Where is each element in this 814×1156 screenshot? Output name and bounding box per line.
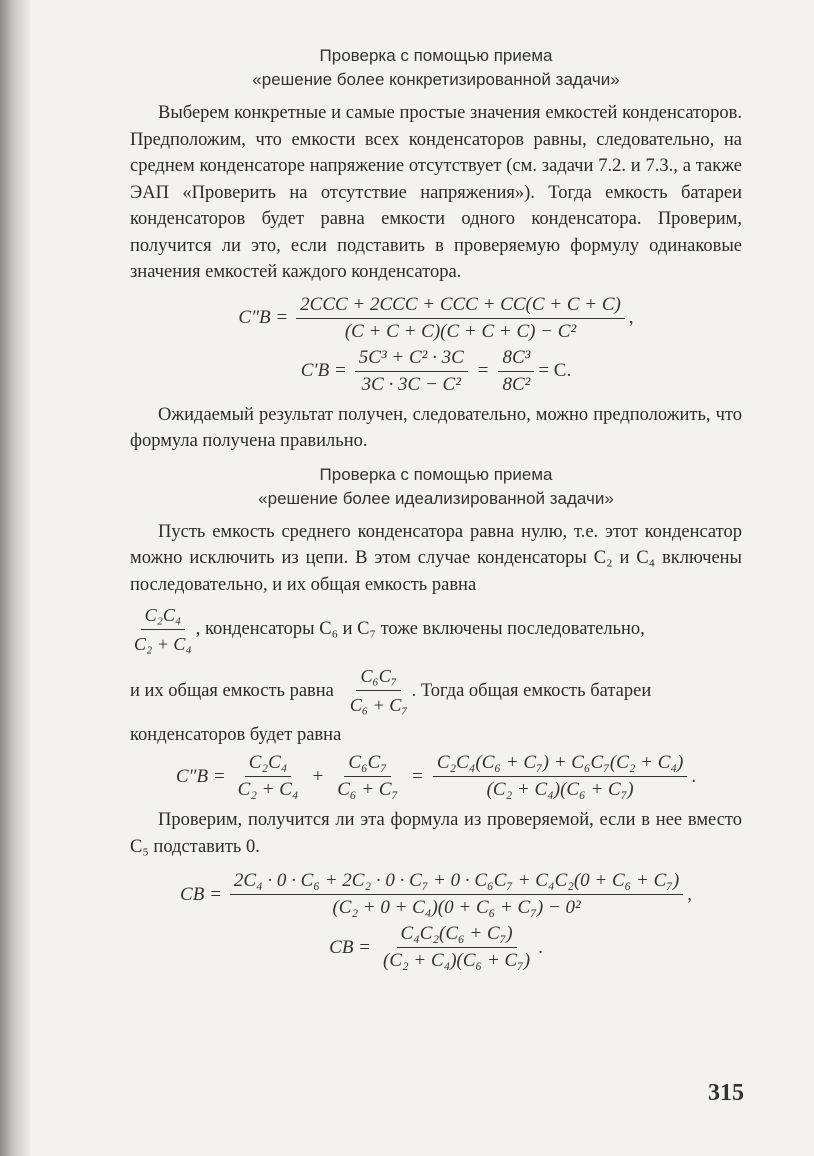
numerator: C₂C₄ <box>245 752 292 777</box>
inline-fraction-line-2 <box>130 663 742 718</box>
section-title-line: Проверка с помощью приема <box>319 46 553 65</box>
equation-cb-simplified <box>130 347 742 396</box>
paragraph-concretized: Выберем конкретные и самые простые значения емкостей конденсаторов. Предположим, что емкости всех конденсаторов равны, следовательно, на среднем конденсаторе напряжение отсутствует (см. задачи 7.2. и 7.3., а также ЭАП «Проверить на отсутствие напряжения»). Тогда емкость батареи конденсаторов будет равна емкости одного конденсатора. Проверим, получится ли это, если подставить в проверяемую формулу одинаковые значения емкостей каждого конденсатора. <box>130 103 742 282</box>
page-content <box>130 44 742 976</box>
numerator: C₆C₇ <box>344 752 391 777</box>
section-title-concretized <box>130 44 742 92</box>
text-line: конденсаторов будет равна <box>130 725 342 745</box>
text-fragment: и их общая емкость равна <box>130 680 334 701</box>
equation-cb-general <box>130 294 742 343</box>
book-spine-shadow <box>0 0 30 1156</box>
numerator: C₂C₄ <box>141 602 186 630</box>
section-title-line: Проверка с помощью приема <box>319 464 553 484</box>
equation-tail: . <box>538 936 543 958</box>
paragraph-check: Проверим, получится ли эта формула из проверяемой, если в нее вместо C₅ подставить 0. <box>130 810 742 857</box>
fraction <box>333 752 402 801</box>
denominator: 8C² <box>502 373 531 395</box>
equation-lhs: C″B = <box>238 307 289 328</box>
equation-tail: , <box>687 883 692 905</box>
fraction <box>230 870 683 919</box>
equation-tail: = C. <box>538 360 572 381</box>
text-fragment: , конденсаторы C₆ и C₇ тоже включены последовательно, <box>195 618 645 639</box>
denominator: C₆ + C₇ <box>349 695 408 715</box>
numerator: C₄C₂(C₆ + C₇) <box>397 923 517 948</box>
equation-lhs: C″B = <box>175 765 226 787</box>
fraction <box>498 347 534 396</box>
equation-tail: . <box>691 765 697 787</box>
fraction <box>433 752 688 801</box>
section-title-idealized <box>130 463 742 511</box>
text-fragment: . Тогда общая емкость батареи <box>411 680 652 701</box>
fraction <box>234 752 303 801</box>
denominator: (C + C + C)(C + C + C) − C² <box>344 320 577 342</box>
inline-fraction-line-1 <box>130 602 742 657</box>
denominator: (C₂ + C₄)(C₆ + C₇) <box>383 950 531 971</box>
equation-lhs: C′B = <box>300 360 347 381</box>
denominator: C₆ + C₇ <box>337 779 399 800</box>
numerator: 5C³ + C² · 3C <box>355 347 468 372</box>
equation-cb-final <box>130 923 742 972</box>
equation-cb-substituted <box>130 870 742 919</box>
numerator: 2C₄ · 0 · C₆ + 2C₂ · 0 · C₇ + 0 · C₆C₇ + C₄C₂(0 + C₆ + C₇) <box>230 870 683 895</box>
fraction <box>379 923 534 972</box>
paragraph-result: Ожидаемый результат получен, следовательно, можно предположить, что формула получена правильно. <box>130 404 742 451</box>
numerator: C₂C₄(C₆ + C₇) + C₆C₇(C₂ + C₄) <box>433 752 688 777</box>
numerator: 8C³ <box>498 347 534 372</box>
fraction-c2c4 <box>130 602 196 657</box>
fraction-c6c7 <box>346 663 412 718</box>
page-number: 315 <box>708 1080 744 1106</box>
denominator: 3C · 3C − C² <box>361 373 461 395</box>
equals-sign: = <box>477 360 489 381</box>
numerator: 2CCC + 2CCC + CCC + CC(C + C + C) <box>296 294 625 319</box>
denominator: (C₂ + 0 + C₄)(0 + C₆ + C₇) − 0² <box>332 897 581 918</box>
denominator: (C₂ + C₄)(C₆ + C₇) <box>486 779 634 800</box>
fraction <box>296 294 625 343</box>
plus-sign: + <box>312 765 324 787</box>
equation-lhs: CB = <box>329 936 372 958</box>
equation-cb-ideal-sum <box>130 752 742 801</box>
equals-sign: = <box>412 765 423 787</box>
equation-lhs: CB = <box>180 883 222 905</box>
section-title-line: «решение более идеализированной задачи» <box>258 488 614 508</box>
equation-tail: , <box>628 307 634 328</box>
paragraph-idealized: Пусть емкость среднего конденсатора равна нулю, т.е. этот конденсатор можно исключить из цепи. В этом случае конденсаторы C₂ и C₄ включены последовательно, и их общая емкость равна <box>130 521 742 595</box>
fraction <box>355 347 468 396</box>
denominator: C₂ + C₄ <box>237 779 299 800</box>
numerator: C₆C₇ <box>356 663 401 691</box>
denominator: C₂ + C₄ <box>134 634 192 654</box>
section-title-line: «решение более конкретизированной задачи» <box>252 70 620 89</box>
